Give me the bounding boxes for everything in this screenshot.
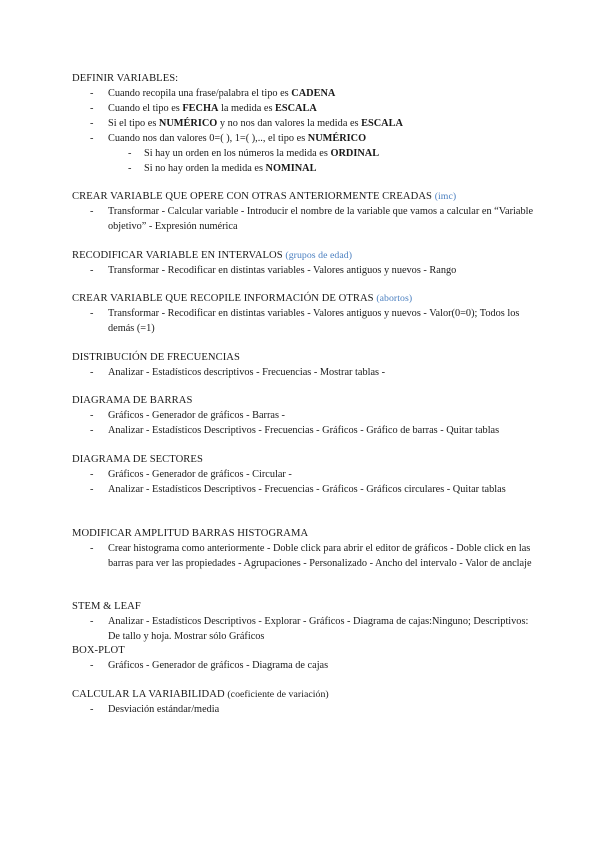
section-heading: BOX-PLOT [72,645,125,656]
bullet-list [72,658,542,673]
bullet-list [72,204,542,234]
bullet-list [72,306,542,336]
section-box-plot [72,643,542,673]
bullet-list [72,86,542,176]
section-heading: RECODIFICAR VARIABLE EN INTERVALOS (grupos de edad) [72,250,353,261]
section-note: (coeficiente de variación) [227,689,329,700]
section-definir-variables [72,71,542,176]
bullet-list [72,702,542,717]
list-item: - Transformar - Recodificar en distintas variables - Valores antiguos y nuevos - Rango [72,263,542,278]
section-crear-variable-recopilar [72,291,542,336]
section-diagrama-sectores [72,452,542,497]
section-amplitud-histograma [72,526,542,571]
section-note: (abortos) [376,293,413,304]
list-item: - Gráficos - Generador de gráficos - Diagrama de cajas [72,658,542,673]
section-heading: DISTRIBUCIÓN DE FRECUENCIAS [72,352,240,363]
sub-list-item: - Si no hay orden la medida es NOMINAL [72,161,542,176]
bullet-list [72,365,542,380]
section-heading: CALCULAR LA VARIABILIDAD (coeficiente de variación) [72,689,329,700]
list-item: - Cuando recopila una frase/palabra el tipo es CADENA [72,86,542,101]
list-item: - Desviación estándar/media [72,702,542,717]
list-item: - Cuando nos dan valores 0=( ), 1=( ),.., el tipo es NUMÉRICO [72,131,542,146]
list-item: - Si el tipo es NUMÉRICO y no nos dan valores la medida es ESCALA [72,116,542,131]
list-item: - Cuando el tipo es FECHA la medida es ESCALA [72,101,542,116]
section-heading: DIAGRAMA DE SECTORES [72,454,203,465]
sub-list-item: - Si hay un orden en los números la medida es ORDINAL [72,146,542,161]
section-diagrama-barras [72,393,542,438]
section-heading: STEM & LEAF [72,601,141,612]
bullet-list [72,614,542,644]
bullet-list [72,408,542,438]
section-distribucion-frecuencias [72,350,542,380]
list-item: - Analizar - Estadísticos descriptivos - Frecuencias - Mostrar tablas - [72,365,542,380]
section-note: (imc) [434,191,457,202]
bullet-list [72,467,542,497]
list-item: - Crear histograma como anteriormente - Doble click para abrir el editor de gráficos - Doble click en las barras para ver las propiedades - Agrupaciones - Personalizado - Ancho del intervalo - Valor de anclaje [72,541,542,571]
list-item: - Transformar - Recodificar en distintas variables - Valores antiguos y nuevos - Valor(0=0); Todos los demás (=1) [72,306,542,336]
bullet-list [72,263,542,278]
section-note: (grupos de edad) [285,250,353,261]
list-item: - Gráficos - Generador de gráficos - Barras - [72,408,542,423]
list-item: - Analizar - Estadísticos Descriptivos - Frecuencias - Gráficos - Gráficos circulares - Quitar tablas [72,482,542,497]
section-calcular-variabilidad [72,687,542,717]
section-heading: MODIFICAR AMPLITUD BARRAS HISTOGRAMA [72,528,309,539]
section-crear-variable-operar [72,189,542,234]
list-item: - Gráficos - Generador de gráficos - Circular - [72,467,542,482]
section-heading: CREAR VARIABLE QUE OPERE CON OTRAS ANTERIORMENTE CREADAS (imc) [72,191,457,202]
section-heading: CREAR VARIABLE QUE RECOPILE INFORMACIÓN DE OTRAS (abortos) [72,293,413,304]
section-heading: DIAGRAMA DE BARRAS [72,395,193,406]
bullet-list [72,541,542,571]
list-item: - Transformar - Calcular variable - Introducir el nombre de la variable que vamos a calcular en “Variable objetivo” - Expresión numérica [72,204,542,234]
section-heading: DEFINIR VARIABLES: [72,73,179,84]
section-recodificar-intervalos [72,248,542,278]
list-item: - Analizar - Estadísticos Descriptivos - Explorar - Gráficos - Diagrama de cajas:Ninguno; Descriptivos: De tallo y hoja. Mostrar sólo Gráficos [72,614,542,644]
list-item: - Analizar - Estadísticos Descriptivos - Frecuencias - Gráficos - Gráfico de barras - Quitar tablas [72,423,542,438]
section-stem-leaf [72,599,542,644]
